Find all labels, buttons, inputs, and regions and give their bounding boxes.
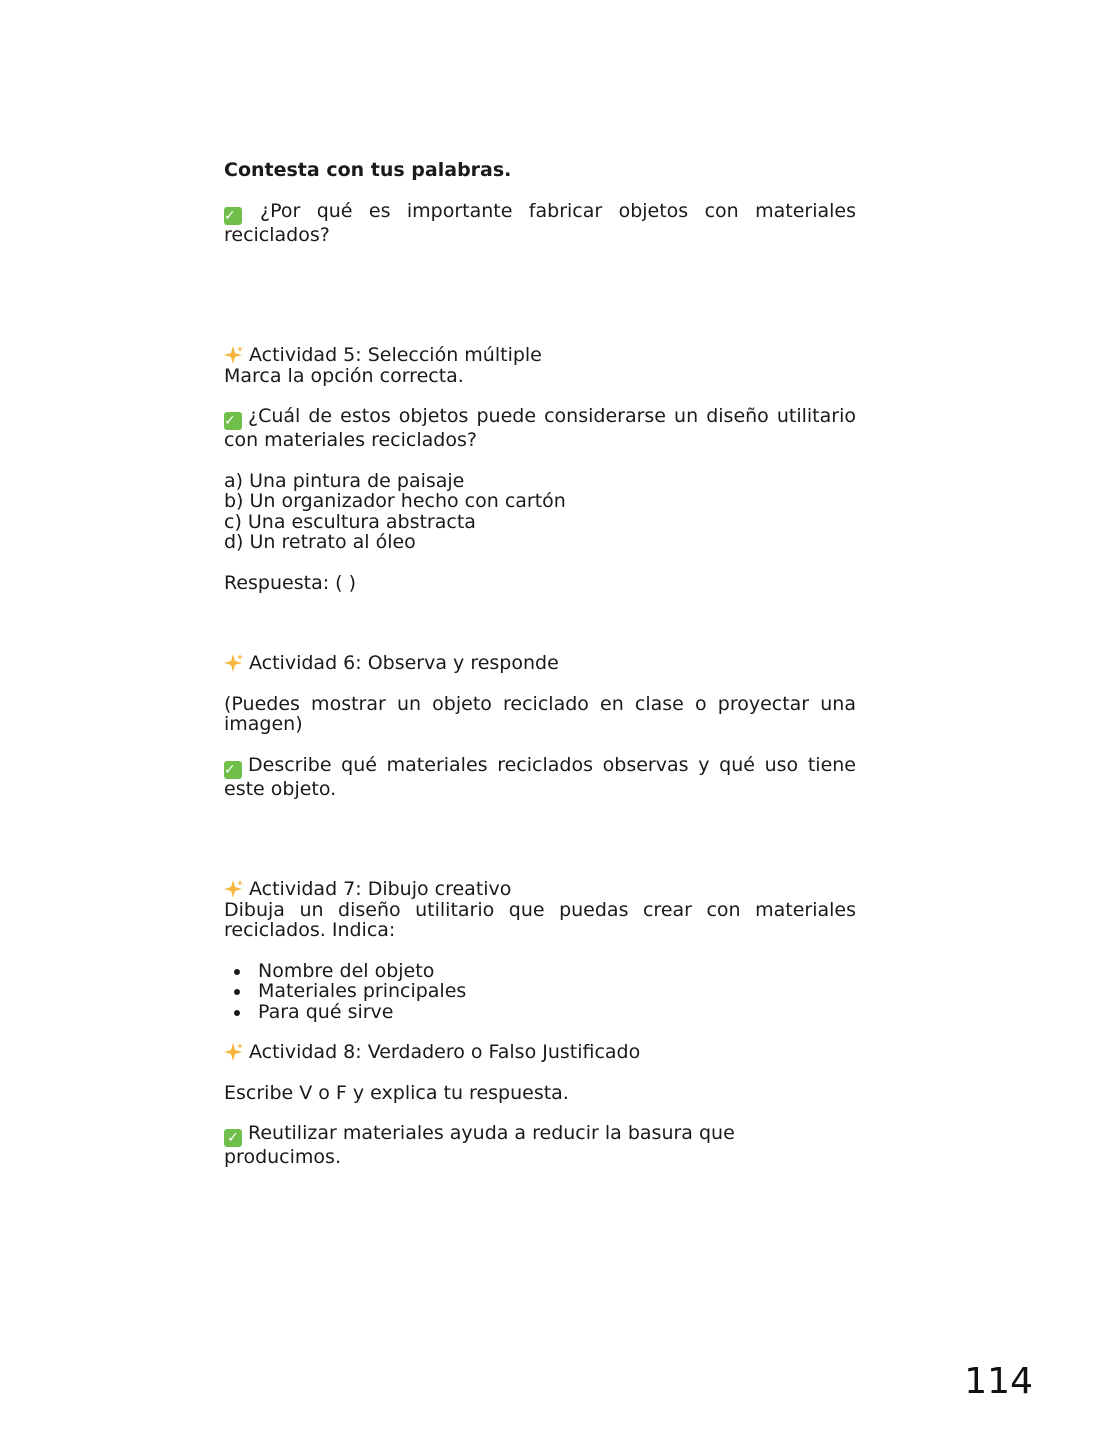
option-d[interactable]: d) Un retrato al óleo — [224, 531, 416, 553]
question-importance — [224, 201, 856, 246]
activity-5-question — [224, 406, 856, 451]
activity-5-answer[interactable]: Respuesta: ( ) — [224, 571, 357, 594]
activity-5-question-text: ¿Cuál de estos objetos puede considerarse un diseño utilitario con materiales reciclados? — [224, 405, 856, 451]
activity-7-title — [224, 879, 856, 900]
activity-6-note: (Puedes mostrar un objeto reciclado en clase o proyectar una imagen) — [224, 692, 856, 735]
check-mark-icon: ✓ — [224, 761, 242, 779]
list-item: Materiales principales — [224, 981, 856, 1002]
activity-6-question — [224, 755, 856, 800]
activity-8-title — [224, 1042, 856, 1063]
activity-6-question-text: Describe qué materiales reciclados observas y qué uso tiene este objeto. — [224, 753, 856, 800]
activity-6-title — [224, 653, 856, 674]
option-a[interactable]: a) Una pintura de paisaje — [224, 469, 465, 492]
question-importance-text: ¿Por qué es importante fabricar objetos con materiales reciclados? — [224, 199, 856, 246]
check-mark-icon: ✓ — [224, 207, 242, 225]
activity-6-title-text: Actividad 6: Observa y responde — [249, 652, 559, 674]
option-c[interactable]: c) Una escultura abstracta — [224, 510, 476, 533]
check-mark-icon: ✓ — [224, 412, 242, 430]
activity-7-list — [224, 961, 856, 1023]
check-mark-icon: ✓ — [224, 1129, 242, 1147]
activity-5-options — [224, 471, 856, 553]
activity-5-instruction: Marca la opción correcta. — [224, 364, 464, 387]
option-b[interactable]: b) Un organizador hecho con cartón — [224, 490, 566, 512]
activity-8-statement — [224, 1123, 856, 1168]
activity-7-instruction: Dibuja un diseño utilitario que puedas crear con materiales reciclados. Indica: — [224, 898, 856, 941]
activity-5-title — [224, 345, 856, 366]
sparkle-icon — [224, 879, 244, 899]
worksheet-content — [224, 160, 856, 1168]
activity-8-title-text: Actividad 8: Verdadero o Falso Justificado — [249, 1041, 641, 1063]
page-number: 114 — [964, 1361, 1033, 1402]
sparkle-icon — [224, 653, 244, 673]
activity-8-statement-text: Reutilizar materiales ayuda a reducir la basura que producimos. — [224, 1122, 735, 1168]
activity-8-instruction: Escribe V o F y explica tu respuesta. — [224, 1081, 569, 1104]
list-item: Para qué sirve — [224, 1002, 856, 1023]
list-item: Nombre del objeto — [224, 961, 856, 982]
section-heading: Contesta con tus palabras. — [224, 159, 512, 181]
activity-5-title-text: Actividad 5: Selección múltiple — [249, 344, 542, 366]
sparkle-icon — [224, 345, 244, 365]
activity-7-title-text: Actividad 7: Dibujo creativo — [249, 878, 512, 900]
sparkle-icon — [224, 1042, 244, 1062]
